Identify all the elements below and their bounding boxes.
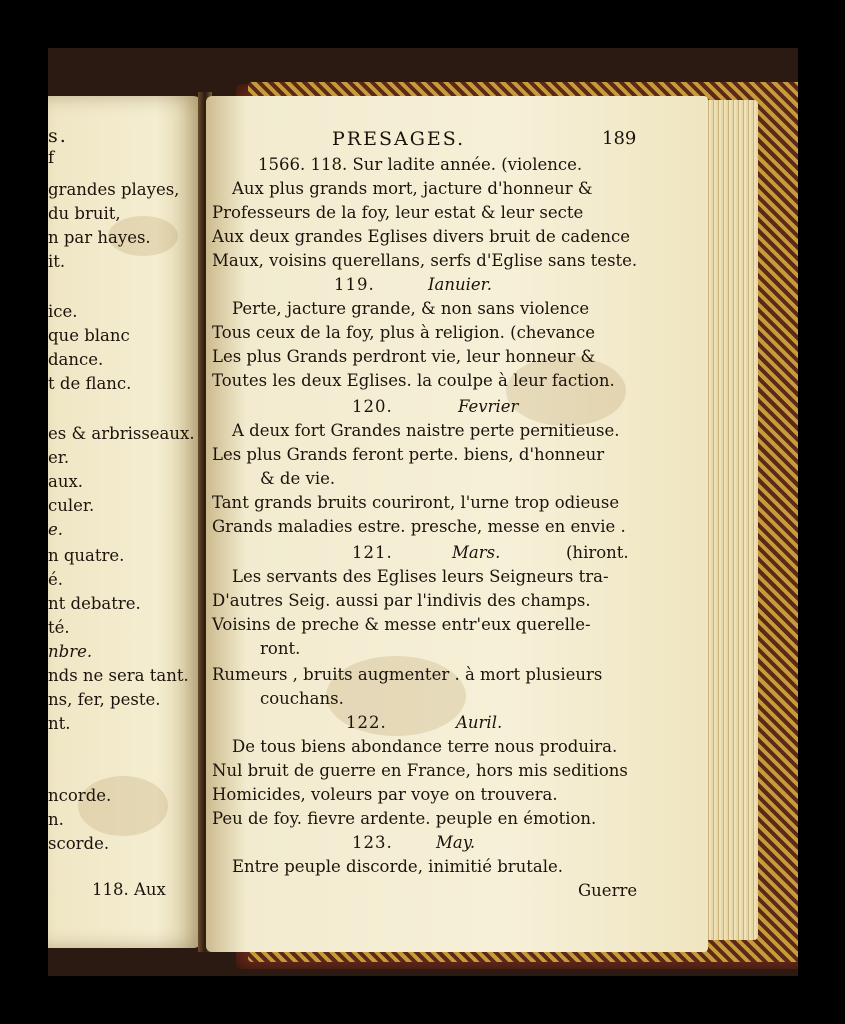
text-line: té. — [48, 618, 70, 637]
text-line: du bruit, — [48, 204, 121, 223]
page-fore-edge — [706, 100, 758, 940]
quatrain-number: 123. — [352, 833, 393, 852]
text-line: & de vie. — [260, 469, 336, 488]
left-page-text — [48, 96, 203, 948]
book-photograph — [48, 48, 798, 976]
text-line: Homicides, voleurs par voye on trouvera. — [212, 785, 558, 804]
quatrain-number: 122. — [346, 713, 387, 732]
text-line: dance. — [48, 350, 104, 369]
text-line: (hiront. — [566, 543, 629, 562]
text-line: é. — [48, 570, 64, 589]
text-line: n quatre. — [48, 546, 125, 565]
text-line: D'autres Seig. aussi par l'indivis des champs. — [212, 591, 591, 610]
text-line: culer. — [48, 496, 95, 515]
catchword: Guerre — [578, 881, 638, 900]
month-heading: May. — [436, 833, 476, 852]
text-line: scorde. — [48, 834, 110, 853]
text-line: Maux, voisins querellans, serfs d'Eglise sans teste. — [212, 251, 638, 270]
text-line: ncorde. — [48, 786, 112, 805]
text-line: que blanc — [48, 326, 130, 345]
text-line: Perte, jacture grande, & non sans violence — [232, 299, 590, 318]
text-line: Les plus Grands perdront vie, leur honneur & — [212, 347, 596, 366]
right-page — [206, 96, 708, 952]
text-line: Voisins de preche & messe entr'eux querelle- — [212, 615, 591, 634]
text-line: n. — [48, 810, 64, 829]
text-line: n par hayes. — [48, 228, 151, 247]
month-heading: Mars. — [452, 543, 501, 562]
catchword: 118. Aux — [92, 880, 166, 899]
text-line: A deux fort Grandes naistre perte pernitieuse. — [232, 421, 620, 440]
text-line: Grands maladies estre. presche, messe en envie . — [212, 517, 626, 536]
text-line: Tous ceux de la foy, plus à religion. (chevance — [212, 323, 595, 342]
text-line: Tant grands bruits couriront, l'urne trop odieuse — [212, 493, 620, 512]
text-line: es & arbrisseaux. — [48, 424, 195, 443]
text-line: Les servants des Eglises leurs Seigneurs tra- — [232, 567, 609, 586]
text-line: Peu de foy. fievre ardente. peuple en émotion. — [212, 809, 597, 828]
text-line: ns, fer, peste. — [48, 690, 161, 709]
text-line: 1566. 118. Sur ladite année. (violence. — [258, 155, 583, 174]
text-line: nds ne sera tant. — [48, 666, 189, 685]
quatrain-number: 119. — [334, 275, 375, 294]
quatrain-number: 121. — [352, 543, 393, 562]
month-heading: Auril. — [456, 713, 503, 732]
text-line: ice. — [48, 302, 78, 321]
running-head: PRESAGES. — [332, 128, 466, 150]
text-line: Entre peuple discorde, inimitié brutale. — [232, 857, 564, 876]
text-line: nt. — [48, 714, 71, 733]
text-line: it. — [48, 252, 66, 271]
text-line: Professeurs de la foy, leur estat & leur secte — [212, 203, 584, 222]
text-line: f — [48, 148, 55, 167]
quatrain-number: 120. — [352, 397, 393, 416]
left-page — [48, 96, 203, 948]
month-heading: Ianuier. — [428, 275, 492, 294]
text-line: Les plus Grands feront perte. biens, d'honneur — [212, 445, 605, 464]
text-line: aux. — [48, 472, 84, 491]
right-page-text — [206, 96, 708, 952]
page-number: 189 — [602, 128, 637, 149]
text-line: Aux plus grands mort, jacture d'honneur & — [232, 179, 593, 198]
text-line: t de flanc. — [48, 374, 132, 393]
text-line: Toutes les deux Eglises. la coulpe à leur faction. — [212, 371, 615, 390]
left-running-head: s. — [48, 125, 68, 147]
text-line: Rumeurs , bruits augmenter . à mort plusieurs — [212, 665, 603, 684]
text-line: nbre. — [48, 642, 93, 661]
text-line: Aux deux grandes Eglises divers bruit de cadence — [212, 227, 631, 246]
text-line: Nul bruit de guerre en France, hors mis seditions — [212, 761, 628, 780]
text-line: er. — [48, 448, 70, 467]
text-line: nt debatre. — [48, 594, 141, 613]
text-line: e. — [48, 520, 64, 539]
text-line: grandes playes, — [48, 180, 180, 199]
text-line: De tous biens abondance terre nous produira. — [232, 737, 618, 756]
text-line: couchans. — [260, 689, 344, 708]
text-line: ront. — [260, 639, 301, 658]
month-heading: Fevrier — [458, 397, 519, 416]
